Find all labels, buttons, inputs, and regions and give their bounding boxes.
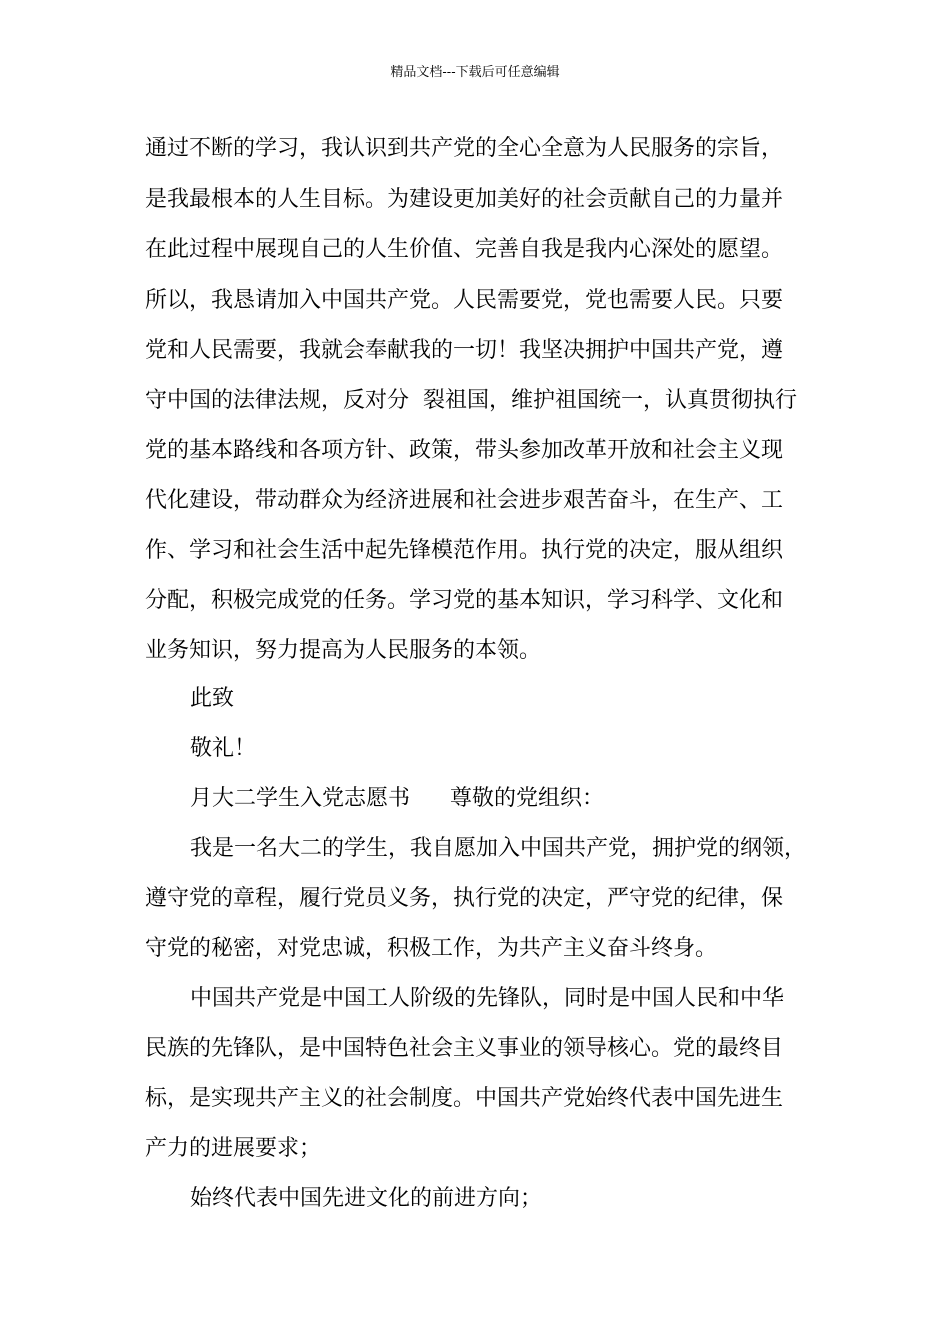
closing-text: 敬礼！ bbox=[190, 736, 257, 761]
text-line: 民族的先锋队，是中国特色社会主义事业的领导核心。党的最终目 bbox=[145, 1036, 784, 1061]
text-line: 所以，我恳请加入中国共产党。人民需要党，党也需要人民。只要 bbox=[145, 288, 784, 313]
text-line: 党和人民需要，我就会奉献我的一切！我坚决拥护中国共产党，遵 bbox=[145, 338, 784, 363]
text-line: 通过不断的学习，我认识到共产党的全心全意为人民服务的宗旨， bbox=[145, 136, 784, 161]
text-line: 标，是实现共产主义的社会制度。中国共产党始终代表中国先进生 bbox=[145, 1086, 784, 1111]
text-line: 遵守党的章程，履行党员义务，执行党的决定，严守党的纪律，保 bbox=[145, 886, 784, 911]
text-line: 中国共产党是中国工人阶级的先锋队，同时是中国人民和中华 bbox=[190, 986, 785, 1011]
text-line: 党的基本路线和各项方针、政策，带头参加改革开放和社会主义现 bbox=[145, 438, 784, 463]
letter-title: 月大二学生入党志愿书 bbox=[190, 786, 411, 811]
text-line: 是我最根本的人生目标。为建设更加美好的社会贡献自己的力量并 bbox=[145, 187, 784, 212]
text-line: 代化建设，带动群众为经济进展和社会进步艰苦奋斗，在生产、工 bbox=[145, 488, 784, 513]
text-line: 守中国的法律法规，反对分 裂祖国，维护祖国统一，认真贯彻执行 bbox=[145, 388, 797, 413]
text-line: 分配，积极完成党的任务。学习党的基本知识，学习科学、文化和 bbox=[145, 588, 784, 613]
text-line: 守党的秘密，对党忠诚，积极工作，为共产主义奋斗终身。 bbox=[145, 936, 718, 961]
letter-title-line bbox=[190, 784, 890, 814]
text-line: 产力的进展要求； bbox=[145, 1136, 322, 1161]
salutation: 尊敬的党组织： bbox=[450, 786, 605, 811]
text-line: 始终代表中国先进文化的前进方向； bbox=[190, 1186, 543, 1211]
page-header: 精品文档---下载后可任意编辑 bbox=[390, 65, 560, 80]
text-line: 业务知识，努力提高为人民服务的本领。 bbox=[145, 638, 542, 663]
text-line: 在此过程中展现自己的人生价值、完善自我是我内心深处的愿望。 bbox=[145, 237, 784, 262]
closing-text: 此致 bbox=[190, 686, 235, 711]
text-line: 作、学习和社会生活中起先锋模范作用。执行党的决定，服从组织 bbox=[145, 538, 784, 563]
text-line: 我是一名大二的学生，我自愿加入中国共产党，拥护党的纲领， bbox=[190, 836, 807, 861]
